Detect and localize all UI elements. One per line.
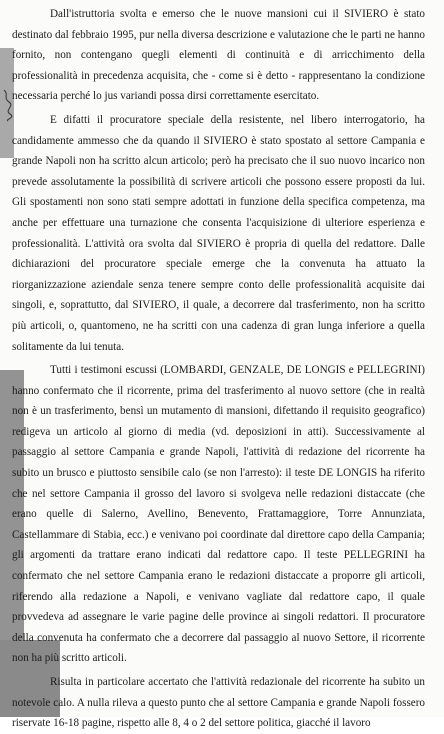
- document-body: [12, 4, 425, 734]
- paragraph-3: Tutti i testimoni escussi (LOMBARDI, GENZALE, DE LONGIS e PELLEGRINI) hanno confermato che il ricorrente, prima del trasferimento al nuovo settore (che in realtà non è un trasferimento, bensì un mutamento di mansioni, difettando il requisito geografico) redigeva un articolo al giorno di media (vd. deposizioni in atti). Successivamente al passaggio al settore Campania e grande Napoli, l'attività di redazione del ricorrente ha subito un brusco e piuttosto sensibile calo (se non l'arresto): il teste DE LONGIS ha riferito che nel settore Campania il grosso del lavoro si svolgeva nelle redazioni distaccate (che erano quelle di Salerno, Avellino, Benevento, Frattamaggiore, Torre Annunziata, Castellammare di Stabia, ecc.) e venivano poi coordinate dal direttore capo della Campania; gli argomenti da trattare erano indicati dal redattore capo. Il teste PELLEGRINI ha confermato che nel settore Campania erano le redazioni distaccate a proporre gli articoli, riferendo alla redazione a Napoli, e venivano vagliate dal redattore capo, il quale provvedeva ad assegnare le varie pagine delle province ai singoli redattori. Il procuratore della convenuta ha confermato che a decorrere dal passaggio al nuovo Settore, il ricorrente non ha più scritto articoli.: [12, 364, 425, 665]
- paragraph-2: E difatti il procuratore speciale della resistente, nel libero interrogatorio, ha candidamente ammesso che da quando il SIVIERO è stato spostato al settore Campania e grande Napoli non ha scritto alcun articolo; però ha precisato che il suo nuovo incarico non prevede assolutamente la possibilità di scrivere articoli che possono essere proposti da lui. Gli spostamenti non sono stati sempre adottati in funzione della specifica competenza, ma anche per effettuare una turnazione che consenta l'acquisizione di ulteriore esperienza e professionalità. L'attività ora svolta dal SIVIERO è propria di quella del redattore. Dalle dichiarazioni del procuratore speciale emerge che la convenuta ha attuato la riorganizzazione aziendale senza tenere sempre conto delle professionalità acquisite dai singoli, e, soprattutto, dal SIVIERO, il quale, a decorrere dal trasferimento, non ha scritto più articoli, o, quantomeno, ne ha scritti con una cadenza di gran lunga inferiore a quella solitamente da lui tenuta.: [12, 113, 425, 353]
- paragraph-1: Dall'istruttoria svolta e emerso che le nuove mansioni cui il SIVIERO è stato destinato dal febbraio 1995, pur nella diversa descrizione e valutazione che le parti ne hanno fornito, non contengano quegli elementi di continuità e di arricchimento della professionalità in precedenza acquisita, che - come si è detto - rappresentano la condizione necessaria perché lo jus variandi possa dirsi correttamente esercitato.: [12, 8, 425, 103]
- paragraph-4: Risulta in particolare accertato che l'attività redazionale del ricorrente ha subito un notevole calo. A nulla rileva a questo punto che al settore Campania e grande Napoli fossero riservate 16-18 pagine, rispetto alle 8, 4 o 2 del settore politica, giacché il lavoro: [12, 676, 425, 730]
